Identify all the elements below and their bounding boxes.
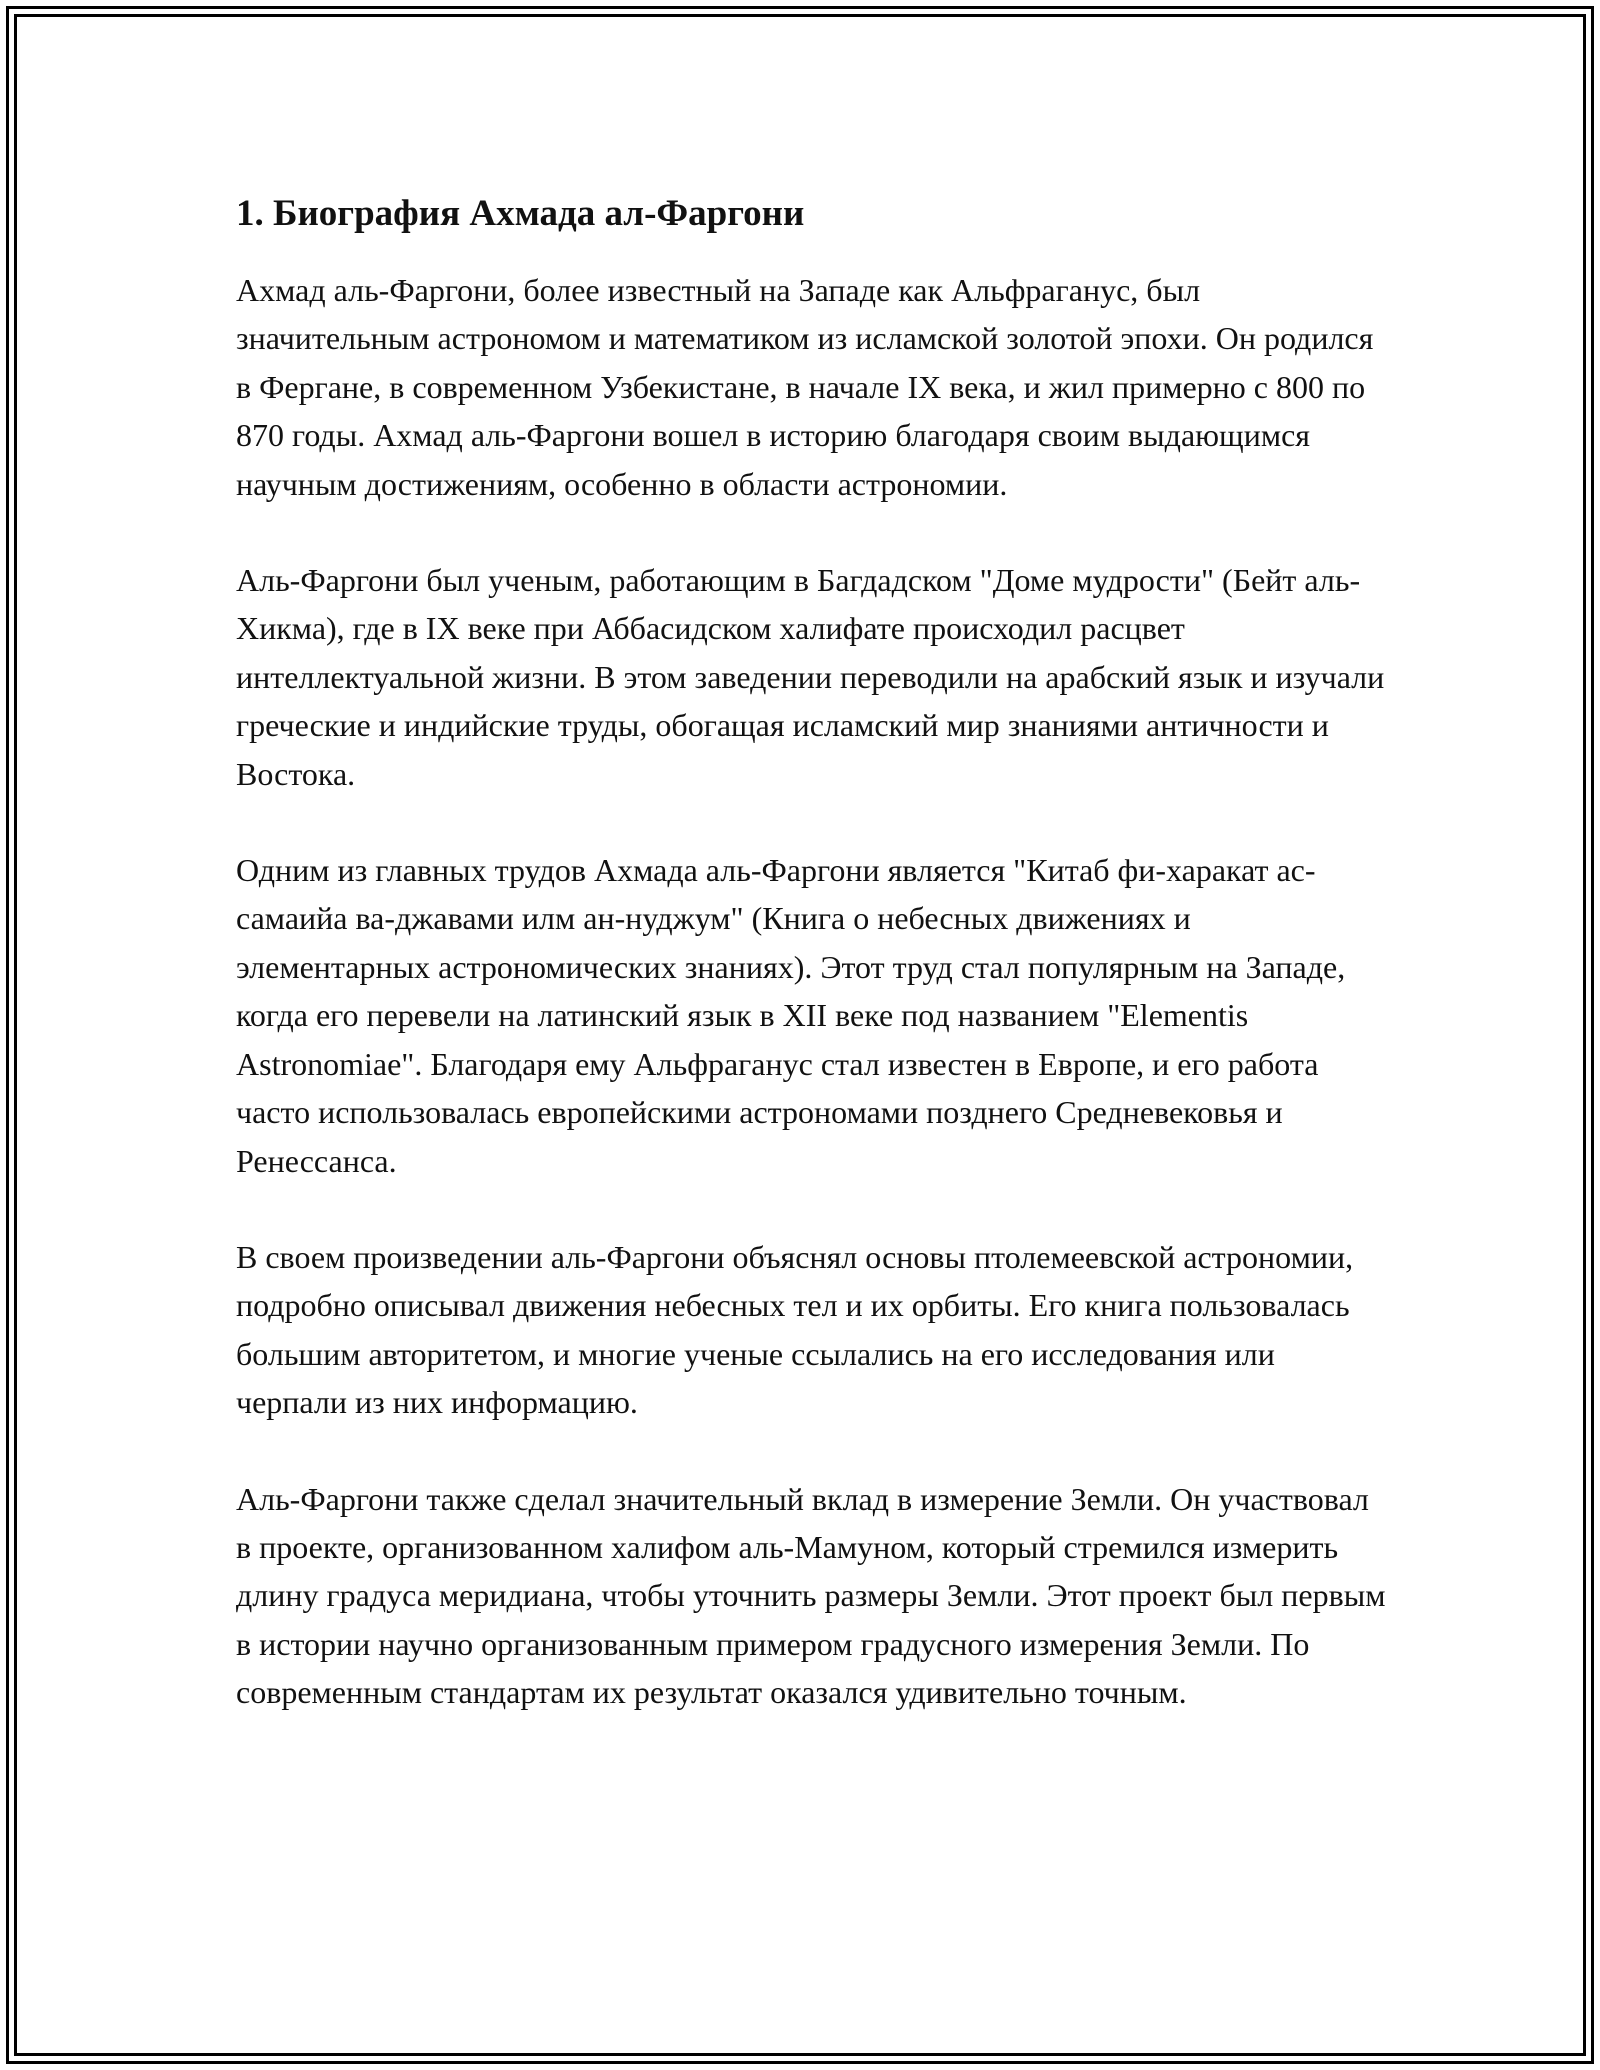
paragraph-house-of-wisdom: Аль-Фаргони был ученым, работающим в Багдадском "Доме мудрости" (Бейт аль-Хикма), где в IX веке при Аббасидском халифате происходил расцвет интеллектуальной жизни. В этом заведении переводили на арабский язык и изучали греческие и индийские труды, обогащая исламский мир знаниями античности и Востока. <box>236 562 1385 792</box>
paragraph-earth-measurement: Аль-Фаргони также сделал значительный вклад в измерение Земли. Он участвовал в проекте, организованном халифом аль-Мамуном, который стремился измерить длину градуса меридиана, чтобы уточнить размеры Земли. Этот проект был первым в истории научно организованным примером градусного измерения Земли. По современным стандартам их результат оказался удивительно точным. <box>236 1480 1386 1711</box>
paragraph-main-work: Одним из главных трудов Ахмада аль-Фаргони является "Китаб фи-харакат ас-самаийа ва-джавами илм ан-нуджум" (Книга о небесных движениях и элементарных астрономических знаниях). Этот труд стал популярным на Западе, когда его перевели на латинский язык в XII веке под названием "Elementis Astronomiae". Благодаря ему Альфраганус стал известен в Европе, и его работа часто использовалась европейскими астрономами позднего Средневековья и Ренессанса. <box>236 852 1346 1179</box>
paragraph-ptolemaic-astronomy: В своем произведении аль-Фаргони объяснял основы птолемеевской астрономии, подробно описывал движения небесных тел и их орбиты. Его книга пользовалась большим авторитетом, и многие ученые ссылались на его исследования или черпали из них информацию. <box>236 1238 1354 1421</box>
paragraph-biography-intro: Ахмад аль-Фаргони, более известный на Западе как Альфраганус, был значительным астрономом и математиком из исламской золотой эпохи. Он родился в Фергане, в современном Узбекистане, в начале IX века, и жил примерно с 800 по 870 годы. Ахмад аль-Фаргони вошел в историю благодаря своим выдающимся научным достижениям, особенно в области астрономии. <box>236 272 1374 502</box>
document-body <box>236 186 1386 1765</box>
page-title: 1. Биография Ахмада ал-Фаргони <box>236 193 805 234</box>
